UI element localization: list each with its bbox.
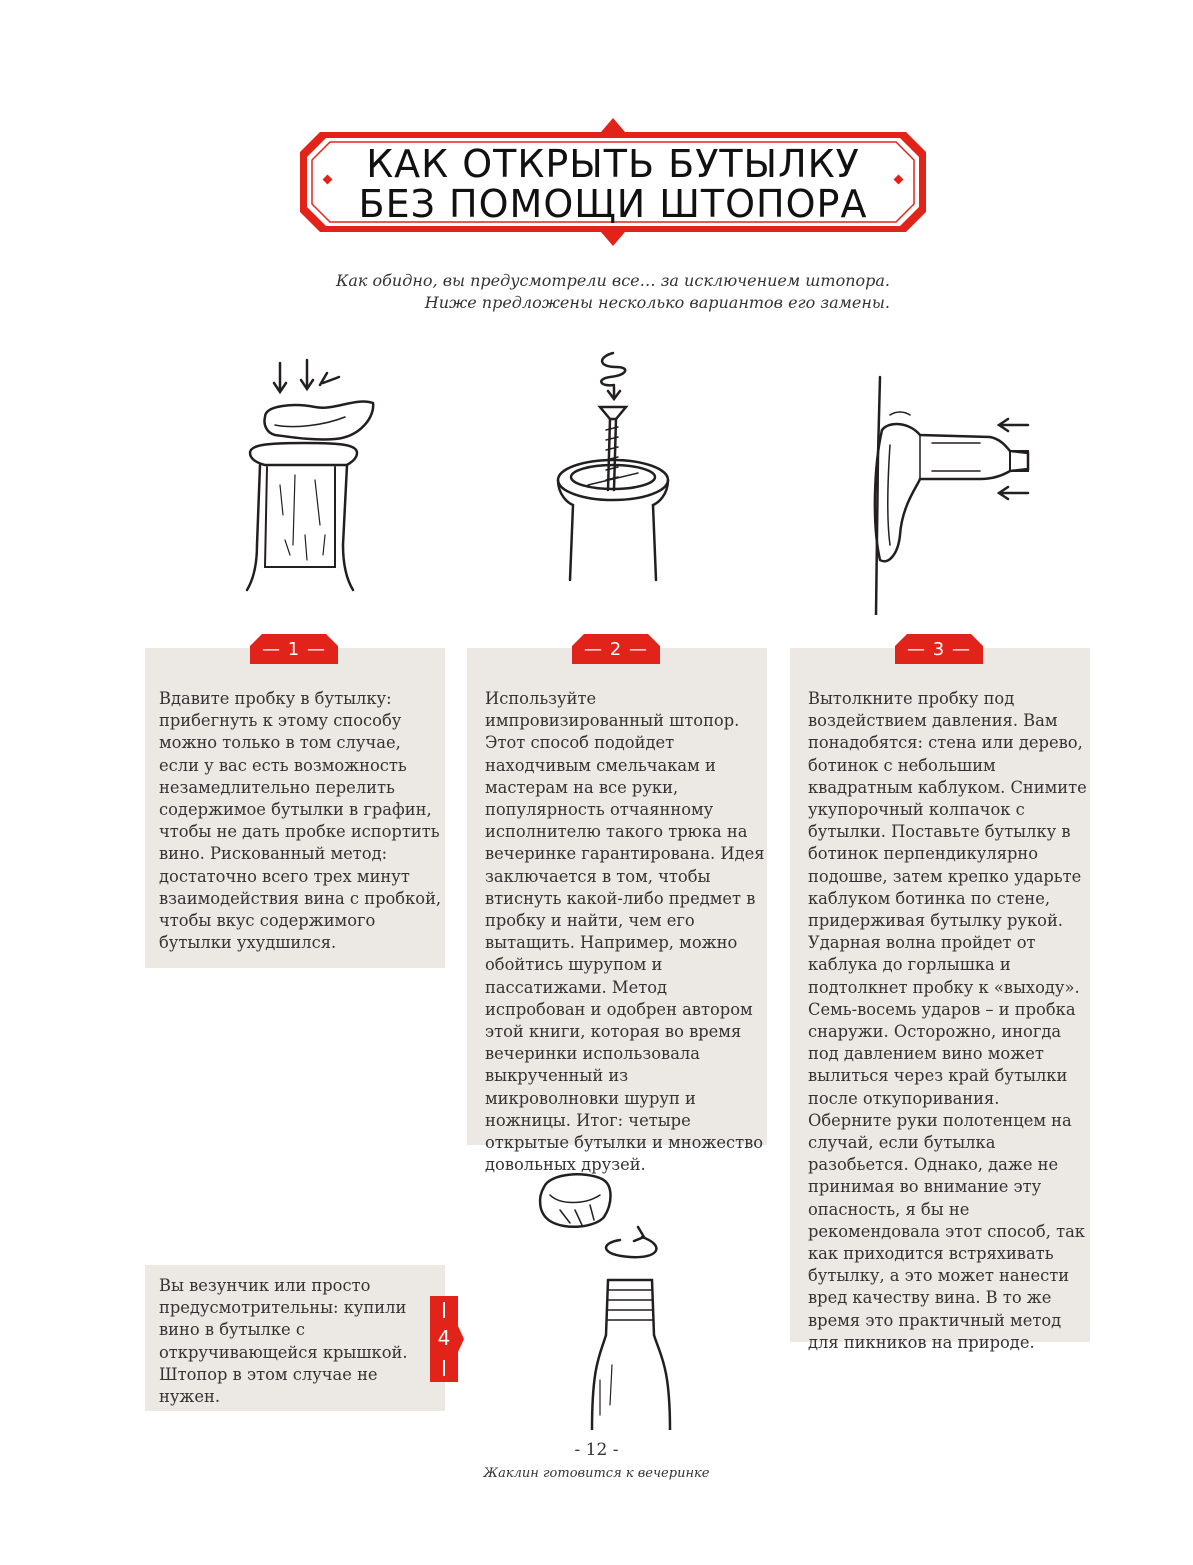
method-2-text: Используйте импровизированный штопор. Этот способ подойдет находчивым смельчакам и мастерам на все руки, популярность отчаянному исполнителю такого трюка на вечеринке гарантирована. Идея заключается в том, чтобы втиснуть какой-либо предмет в пробку и найти, чем его вытащить. Например, можно обойтись шурупом и пассатижами. Метод испробован и одобрен автором этой книги, которая во время вечеринки использовала выкрученный из микроволновки шуруп и ножницы. Итог: четыре открытые бутылки и множество довольных друзей. <box>485 689 765 1175</box>
title-badge <box>288 118 938 246</box>
method-4-number-tab <box>430 1296 464 1382</box>
method-2-number-tab <box>572 634 660 664</box>
page-number: - 12 - <box>574 1440 619 1460</box>
method-box-3 <box>790 648 1090 1352</box>
title-line-2: БЕЗ ПОМОЩИ ШТОПОРА <box>358 182 868 226</box>
method-box-2 <box>467 648 767 1175</box>
page-title <box>288 144 938 224</box>
push-cork-illustration <box>235 355 375 595</box>
method-4-number: 4 <box>437 1326 451 1350</box>
method-3-number: — 3 — <box>907 639 971 660</box>
method-2-number: — 2 — <box>584 639 648 660</box>
method-1-number: — 1 — <box>262 639 326 660</box>
subtitle-line-1: Как обидно, вы предусмотрели все… за исключением штопора. <box>335 271 890 290</box>
method-1-number-tab <box>250 634 338 664</box>
subtitle-line-2: Ниже предложены несколько вариантов его замены. <box>424 293 890 312</box>
method-3-text: Вытолкните пробку под воздействием давления. Вам понадобятся: стена или дерево, ботинок с небольшим квадратным каблуком. Снимите укупорочный колпачок с бутылки. Поставьте бутылку в ботинок перпендикулярно подошве, затем крепко ударьте каблуком ботинка по стене, придерживая бутылку рукой. Ударная волна пройдет от каблука до горлышка и подтолкнет пробку к «выходу». Семь-восемь ударов – и пробка снаружи. Осторожно, иногда под давлением вино может вылиться через край бутылки после откупоривания. Оберните руки полотенцем на случай, если бутылка разобьется. Однако, даже не принимая во внимание эту опасность, я бы не рекомендовала этот способ, так как приходится встряхивать бутылку, а это может нанести вред качеству вина. В то же время это практичный метод для пикников на природе. <box>808 689 1087 1352</box>
subtitle <box>300 270 890 314</box>
method-box-4 <box>145 1265 445 1411</box>
method-1-text: Вдавите пробку в бутылку: прибегнуть к этому способу можно только в том случае, если у вас есть возможность незамедлительно перелить содержимое бутылки в графин, чтобы не дать пробке испортить вино. Рискованный метод: достаточно всего трех минут взаимодействия вина с пробкой, чтобы вкус содержимого бутылки ухудшился. <box>159 689 442 953</box>
method-4-text: Вы везунчик или просто предусмотрительны: купили вино в бутылке с откручивающейся крышкой. Штопор в этом случае не нужен. <box>159 1276 408 1407</box>
method-box-1 <box>145 648 445 968</box>
screw-cork-illustration <box>548 345 678 585</box>
shoe-wall-illustration <box>860 375 1040 615</box>
method-3-number-tab <box>895 634 983 664</box>
running-title: Жаклин готовится к вечеринке <box>483 1466 710 1481</box>
screw-cap-illustration <box>530 1165 680 1430</box>
title-line-1: КАК ОТКРЫТЬ БУТЫЛКУ <box>366 142 860 186</box>
